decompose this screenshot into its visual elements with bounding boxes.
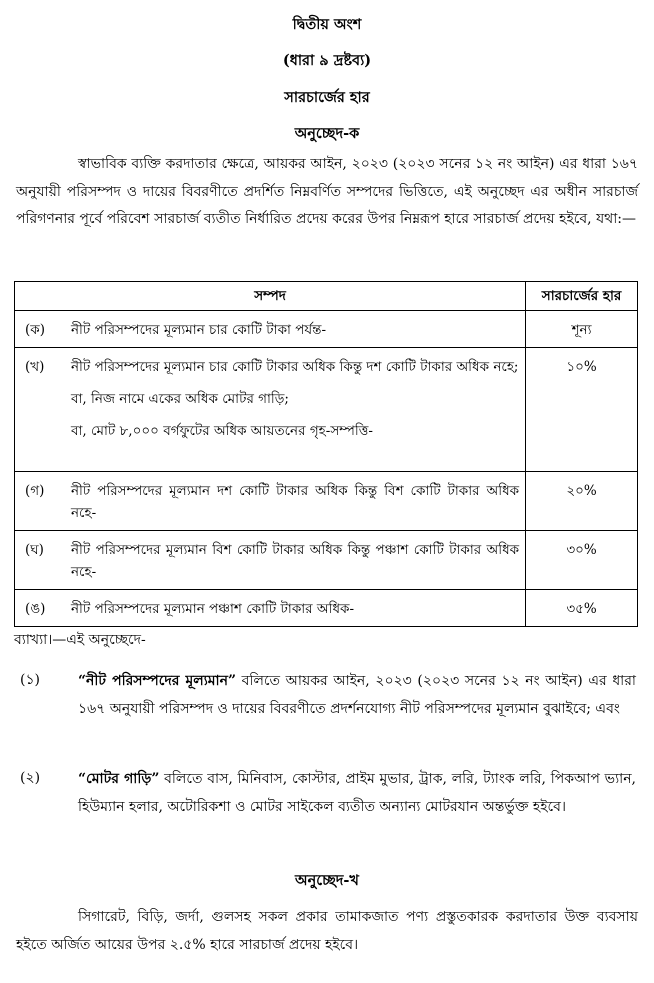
rate-value: ৩৫%: [566, 601, 597, 617]
table-header-row: [15, 282, 638, 311]
row-text: নীট পরিসম্পদের মূল্যমান চার কোটি টাকার অধিক কিন্তু দশ কোটি টাকার অধিক নহে;: [71, 359, 519, 375]
surcharge-table: [14, 281, 638, 627]
row-label: (ঘ): [25, 542, 44, 558]
explanation-text: [78, 668, 636, 723]
paragraph-b-text: সিগারেট, বিড়ি, জর্দা, গুলসহ সকল প্রকার তামাকজাত পণ্য প্রস্তুতকারক করদাতার উক্ত ব্যবসায় হইতে অর্জিত আয়ের উপর ২.৫% হারে সারচার্জ প্রদেয় হইবে।: [16, 909, 638, 953]
definition-text: বলিতে আয়কর আইন, ২০২৩ (২০২৩ সনের ১২ নং আইন) এর ধারা ১৬৭ অনুযায়ী পরিসম্পদ ও দায়ের বিবরণীতে প্রদর্শনযোগ্য নীট পরিসম্পদের মূল্যমান বুঝাইবে; এবং: [78, 673, 636, 717]
row-label: (ক): [25, 322, 45, 338]
rate-value: শূন্য: [571, 322, 592, 338]
table-row: [15, 590, 638, 627]
page-title: সারচার্জের হার: [284, 89, 370, 106]
row-text: নীট পরিসম্পদের মূল্যমান বিশ কোটি টাকার অধিক কিন্তু পঞ্চাশ কোটি টাকার অধিক নহে-: [71, 542, 520, 580]
paragraph-b-heading: অনুচ্ছেদ-খ: [295, 872, 359, 889]
row-text: নীট পরিসম্পদের মূল্যমান পঞ্চাশ কোটি টাকার অধিক-: [71, 601, 355, 617]
row-label: (ঙ): [25, 601, 46, 617]
row-text: নীট পরিসম্পদের মূল্যমান চার কোটি টাকা পর্যন্ত-: [71, 322, 327, 338]
explanation-text: [78, 766, 636, 821]
table-row: [15, 472, 638, 531]
row-text: নীট পরিসম্পদের মূল্যমান দশ কোটি টাকার অধিক কিন্তু বিশ কোটি টাকার অধিক নহে-: [71, 483, 520, 521]
row-text: বা, মোট ৮,০০০ বর্গফুটের অধিক আয়তনের গৃহ-সম্পত্তি-: [71, 423, 373, 439]
column-header-asset: সম্পদ: [15, 282, 526, 311]
rate-value: ১০%: [566, 359, 597, 375]
part-heading: দ্বিতীয় অংশ: [292, 16, 362, 33]
defined-term: “নীট পরিসম্পদের মূল্যমান”: [78, 673, 237, 689]
explanation-heading: ব্যাখ্যা।—এই অনুচ্ছেদে-: [14, 632, 146, 648]
row-text: বা, নিজ নামে একের অধিক মোটর গাড়ি;: [71, 391, 289, 407]
intro-paragraph: স্বাভাবিক ব্যক্তি করদাতার ক্ষেত্রে, আয়কর আইন, ২০২৩ (২০২৩ সনের ১২ নং আইন) এর ধারা ১৬৭ অনুযায়ী পরিসম্পদ ও দায়ের বিবরণীতে প্রদর্শিত নিম্নবর্ণিত সম্পদের ভিত্তিতে, এই অনুচ্ছেদ এর অধীন সারচার্জ পরিগণনার পূর্বে পরিবেশ সারচার্জ ব্যতীত নির্ধারিত প্রদেয় করের উপর নিম্নরূপ হারে সারচার্জ প্রদেয় হইবে, যথা:—: [16, 156, 638, 227]
table-row: [15, 311, 638, 348]
rate-value: ৩০%: [566, 542, 597, 558]
table-row: [15, 531, 638, 590]
table-row: [15, 348, 638, 472]
section-reference: (ধারা ৯ দ্রষ্টব্য): [282, 52, 372, 69]
paragraph-a-heading: অনুচ্ছেদ-ক: [294, 125, 360, 142]
rate-value: ২০%: [566, 483, 597, 499]
row-label: (খ): [25, 359, 45, 375]
column-header-rate: সারচার্জের হার: [526, 282, 638, 311]
explanation-number: (২): [20, 770, 41, 786]
explanation-number: (১): [20, 672, 41, 688]
row-label: (গ): [25, 483, 45, 499]
definition-text: বলিতে বাস, মিনিবাস, কোস্টার, প্রাইম মুভার, ট্রাক, লরি, ট্যাংক লরি, পিকআপ ভ্যান, হিউম্যান হলার, অটোরিকশা ও মোটর সাইকেল ব্যতীত অন্যান্য মোটরযান অন্তর্ভুক্ত হইবে।: [78, 771, 637, 815]
defined-term: “মোটর গাড়ি”: [78, 771, 160, 787]
